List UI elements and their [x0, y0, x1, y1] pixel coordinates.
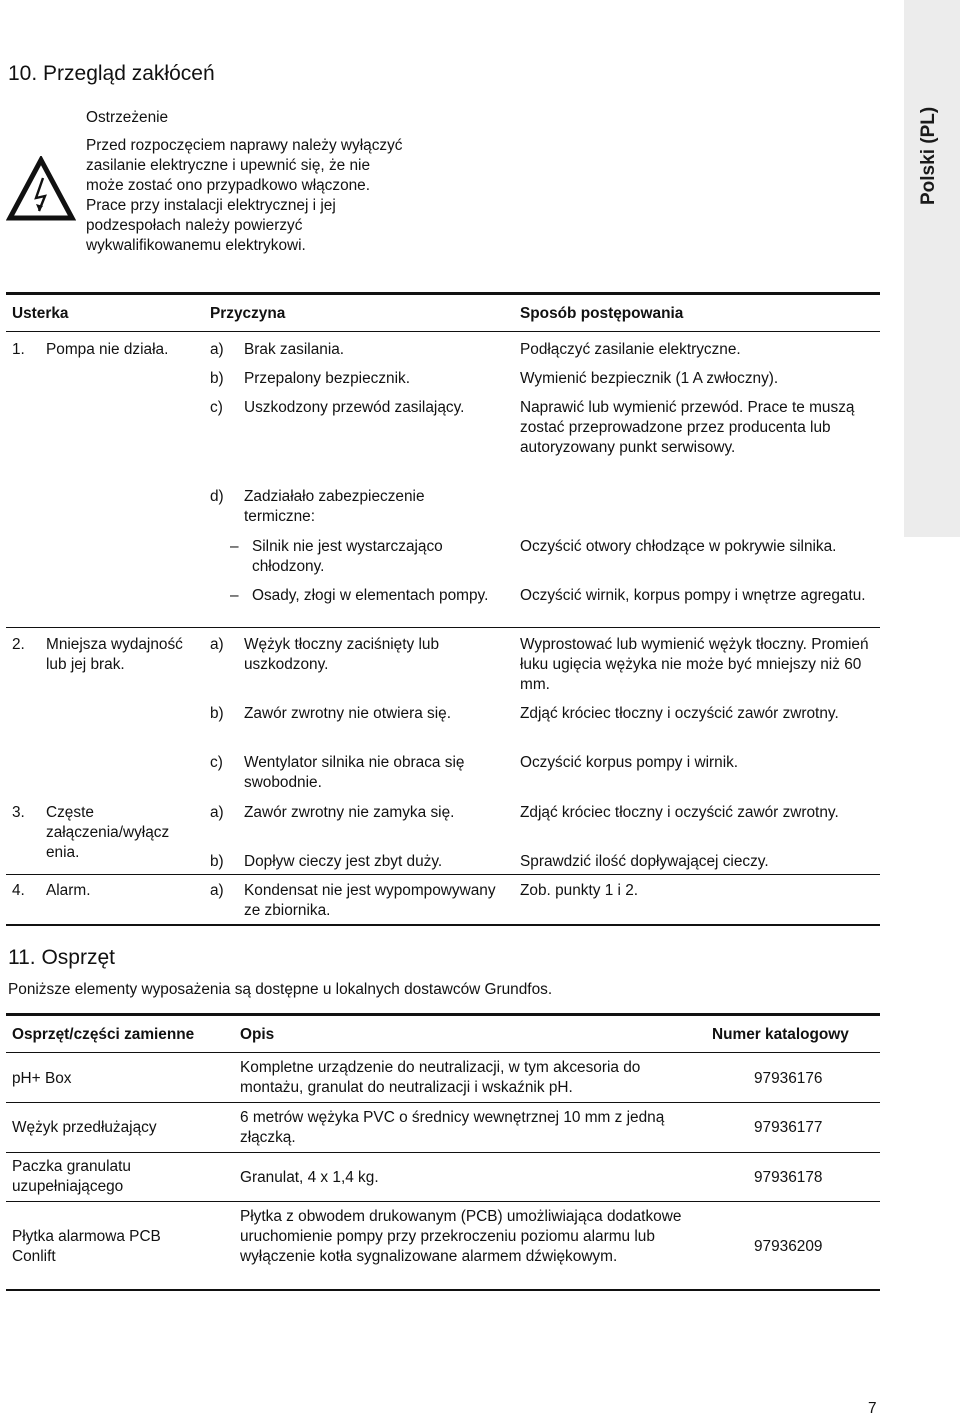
- cause-text: Wentylator silnika nie obraca się swobodnie.: [244, 754, 465, 791]
- acc-table-bottom-rule: [6, 1289, 880, 1291]
- cause-text: Zawór zwrotny nie otwiera się.: [244, 705, 451, 722]
- cause-letter: b): [210, 705, 224, 722]
- cause-text: Osady, złogi w elementach pompy.: [252, 587, 489, 604]
- table-top-rule: [6, 292, 880, 295]
- cause-text: Wężyk tłoczny zaciśnięty lub uszkodzony.: [244, 636, 440, 673]
- row-separator: [6, 874, 880, 875]
- remedy-text: Zob. punkty 1 i 2.: [520, 882, 639, 899]
- acc-part: pH+ Box: [12, 1070, 72, 1087]
- remedy-text: Naprawić lub wymienić przewód. Prace te muszą zostać przeprowadzone przez producenta lub autoryzowany punkt serwisowy.: [520, 399, 855, 456]
- remedy-text: Oczyścić otwory chłodzące w pokrywie silnika.: [520, 538, 837, 555]
- acc-number: 97936209: [754, 1238, 823, 1255]
- cause-text: Kondensat nie jest wypompowywany ze zbiornika.: [244, 882, 496, 919]
- fault-1-label: Pompa nie działa.: [46, 341, 169, 358]
- cause-letter: a): [210, 341, 224, 358]
- section-11-intro: Poniższe elementy wyposażenia są dostępne u lokalnych dostawców Grundfos.: [8, 981, 553, 998]
- warning-para-1: Przed rozpoczęciem naprawy należy wyłączyć zasilanie elektryczne i upewnić się, że nie może zostać ono przypadkowo włączone.: [86, 137, 403, 194]
- cause-letter: a): [210, 882, 224, 899]
- remedy-text: Zdjąć króciec tłoczny i oczyścić zawór zwrotny.: [520, 804, 839, 821]
- acc-row-separator: [6, 1201, 880, 1202]
- acc-number: 97936176: [754, 1070, 823, 1087]
- fault-3-label: Częste załączenia/wyłącz enia.: [46, 804, 170, 861]
- cause-text: Silnik nie jest wystarczająco chłodzony.: [252, 538, 443, 575]
- remedy-text: Zdjąć króciec tłoczny i oczyścić zawór zwrotny.: [520, 705, 839, 722]
- header-fault: Usterka: [12, 305, 69, 322]
- header-remedy: Sposób postępowania: [520, 305, 684, 322]
- cause-letter: c): [210, 399, 223, 416]
- cause-dash: –: [230, 538, 239, 555]
- acc-desc: Płytka z obwodem drukowanym (PCB) umożliwiająca dodatkowe uruchomienie pompy przy przekroczeniu poziomu alarmu lub wyłączenie kotła sygnalizowane alarmem dźwiękowym.: [240, 1208, 682, 1265]
- acc-number: 97936178: [754, 1169, 823, 1186]
- warning-para-2: Prace przy instalacji elektrycznej i jej podzespołach należy powierzyć wykwalifikowanemu elektrykowi.: [86, 197, 336, 254]
- fault-2-number: 2.: [12, 636, 25, 653]
- cause-text: Zadziałało zabezpieczenie termiczne:: [244, 488, 425, 525]
- remedy-text: Oczyścić korpus pompy i wirnik.: [520, 754, 739, 771]
- cause-letter: b): [210, 853, 224, 870]
- row-separator: [6, 627, 880, 628]
- section-10-title: 10. Przegląd zakłóceń: [8, 62, 215, 85]
- acc-desc: Granulat, 4 x 1,4 kg.: [240, 1169, 379, 1186]
- warning-heading: Ostrzeżenie: [86, 109, 169, 126]
- acc-desc: 6 metrów wężyka PVC o średnicy wewnętrznej 10 mm z jedną złączką.: [240, 1109, 665, 1146]
- remedy-text: Sprawdzić ilość dopływającej cieczy.: [520, 853, 769, 870]
- acc-header-desc: Opis: [240, 1026, 275, 1043]
- high-voltage-warning-icon: [6, 156, 76, 222]
- fault-3-number: 3.: [12, 804, 25, 821]
- remedy-text: Oczyścić wirnik, korpus pompy i wnętrze agregatu.: [520, 587, 866, 604]
- cause-letter: d): [210, 488, 224, 505]
- cause-text: Brak zasilania.: [244, 341, 345, 358]
- acc-row-separator: [6, 1102, 880, 1103]
- fault-1-number: 1.: [12, 341, 25, 358]
- remedy-text: Podłączyć zasilanie elektryczne.: [520, 341, 741, 358]
- cause-text: Uszkodzony przewód zasilający.: [244, 399, 465, 416]
- page-number: 7: [868, 1400, 877, 1417]
- table-bottom-rule: [6, 924, 880, 926]
- acc-table-top-rule: [6, 1013, 880, 1016]
- remedy-text: Wyprostować lub wymienić wężyk tłoczny. Promień łuku ugięcia wężyka nie może być mniejszy niż 60 mm.: [520, 636, 869, 693]
- cause-letter: c): [210, 754, 223, 771]
- cause-text: Zawór zwrotny nie zamyka się.: [244, 804, 455, 821]
- cause-letter: a): [210, 636, 224, 653]
- cause-letter: b): [210, 370, 224, 387]
- cause-text: Przepalony bezpiecznik.: [244, 370, 410, 387]
- acc-number: 97936177: [754, 1119, 823, 1136]
- warning-box: [86, 108, 406, 256]
- header-rule: [6, 331, 880, 332]
- language-side-tab: [904, 0, 960, 537]
- cause-dash: –: [230, 587, 239, 604]
- cause-letter: a): [210, 804, 224, 821]
- cause-text: Dopływ cieczy jest zbyt duży.: [244, 853, 443, 870]
- acc-desc: Kompletne urządzenie do neutralizacji, w tym akcesoria do montażu, granulat do neutralizacji i wskaźnik pH.: [240, 1059, 641, 1096]
- fault-4-number: 4.: [12, 882, 25, 899]
- fault-2-label: Mniejsza wydajność lub jej brak.: [46, 636, 183, 673]
- fault-4-label: Alarm.: [46, 882, 91, 899]
- acc-row-separator: [6, 1152, 880, 1153]
- acc-header-rule: [6, 1052, 880, 1053]
- acc-part: Płytka alarmowa PCB Conlift: [12, 1228, 161, 1265]
- acc-header-part: Osprzęt/części zamienne: [12, 1026, 195, 1043]
- section-11-title: 11. Osprzęt: [8, 946, 115, 969]
- remedy-text: Wymienić bezpiecznik (1 A zwłoczny).: [520, 370, 779, 387]
- acc-part: Wężyk przedłużający: [12, 1119, 157, 1136]
- acc-part: Paczka granulatu uzupełniającego: [12, 1158, 131, 1195]
- language-tab-label: Polski (PL): [918, 106, 939, 205]
- header-cause: Przyczyna: [210, 305, 286, 322]
- acc-header-number: Numer katalogowy: [712, 1026, 849, 1043]
